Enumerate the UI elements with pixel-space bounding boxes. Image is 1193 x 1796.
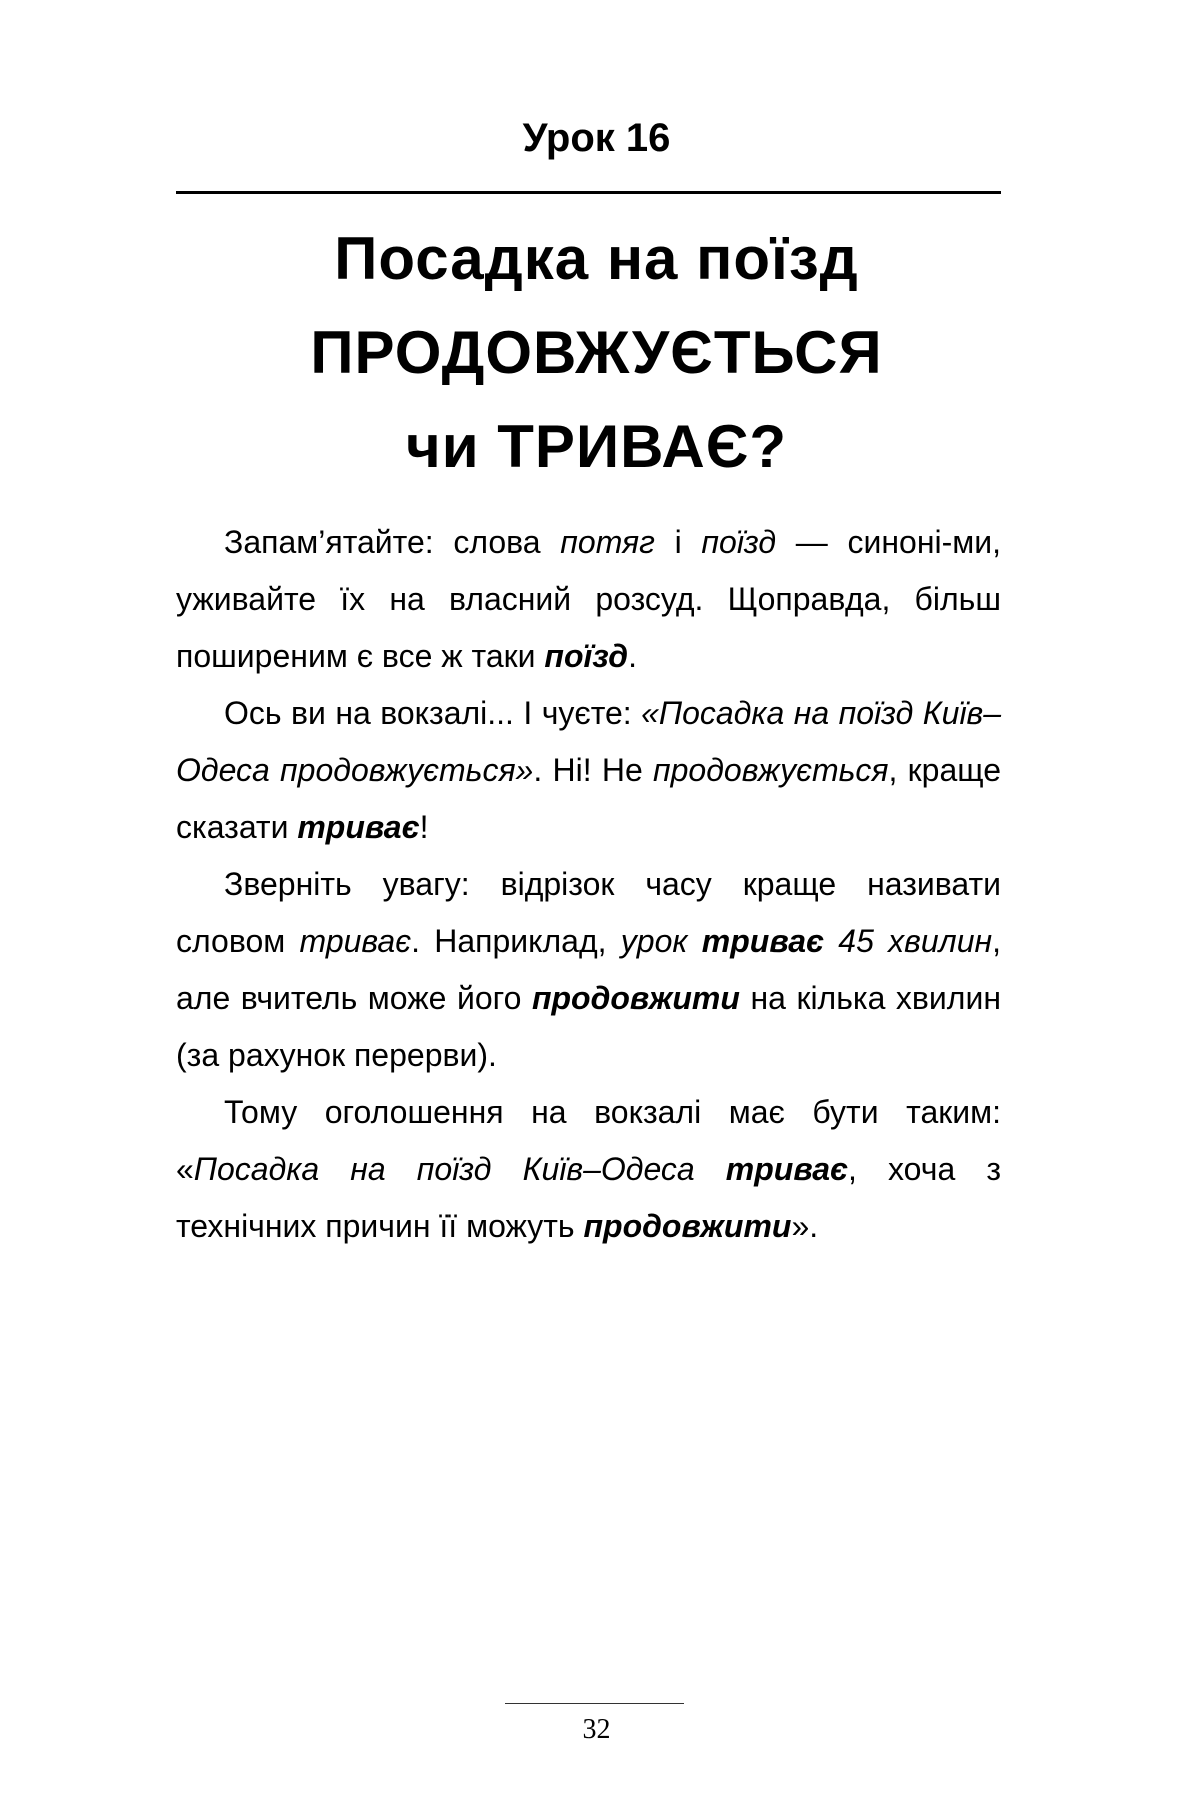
text-run: Ось ви на вокзалі... І чуєте: [224,695,642,731]
bold-italic-text: продовжити [583,1208,792,1244]
text-run: Зверніть увагу: відрізок часу краще називати словом [176,866,1001,959]
italic-text: продовжується [653,752,889,788]
text-run: і [654,524,702,560]
italic-text: урок [620,923,702,959]
lesson-title-line: ПРОДОВЖУЄТЬСЯ [310,319,883,386]
italic-text: «Посадка на поїзд Київ–Одеса продовжується» [176,695,1001,788]
text-run: , хоча з технічних причин її можуть [176,1151,1002,1244]
lesson-title-line: Посадка на поїзд [334,225,859,292]
bold-italic-text: продовжити [531,980,740,1016]
italic-text: 45 хвилин [824,923,993,959]
text-run: . [628,638,637,674]
text-run: , але вчитель може його [176,923,1001,1016]
italic-text: Посадка на поїзд Київ–Одеса [193,1151,726,1187]
text-run: Тому оголошення на вокзалі має бути таким: « [176,1094,1001,1187]
lesson-title [0,212,1193,494]
text-run: Запам’ятайте: слова [224,524,561,560]
page-number: 32 [582,1714,611,1745]
text-run: на кілька хвилин (за рахунок перерви). [176,980,1002,1073]
text-run: , краще сказати [176,752,1002,845]
paragraph [176,856,1001,1084]
title-divider [176,191,1001,194]
text-run: . Ні! Не [533,752,654,788]
text-run: . Наприклад, [411,923,621,959]
italic-text: поїзд [701,524,777,560]
bold-italic-text: триває [701,923,825,959]
bold-italic-text: триває [297,809,420,845]
text-run: — синоні-ми, уживайте їх на власний розсуд. Щоправда, більш поширеним є все ж таки [176,524,1002,674]
lesson-body [176,514,1001,1255]
lesson-title-line: чи ТРИВАЄ? [405,413,788,480]
paragraph [176,1084,1001,1255]
paragraph [176,514,1001,685]
text-run: ! [419,809,429,845]
text-run: ». [791,1208,819,1244]
italic-text: триває [299,923,412,959]
lesson-label: Урок 16 [522,116,671,160]
bold-italic-text: поїзд [544,638,629,674]
italic-text: потяг [560,524,655,560]
paragraph [176,685,1001,856]
bold-italic-text: триває [725,1151,849,1187]
footer-divider [505,1703,684,1704]
